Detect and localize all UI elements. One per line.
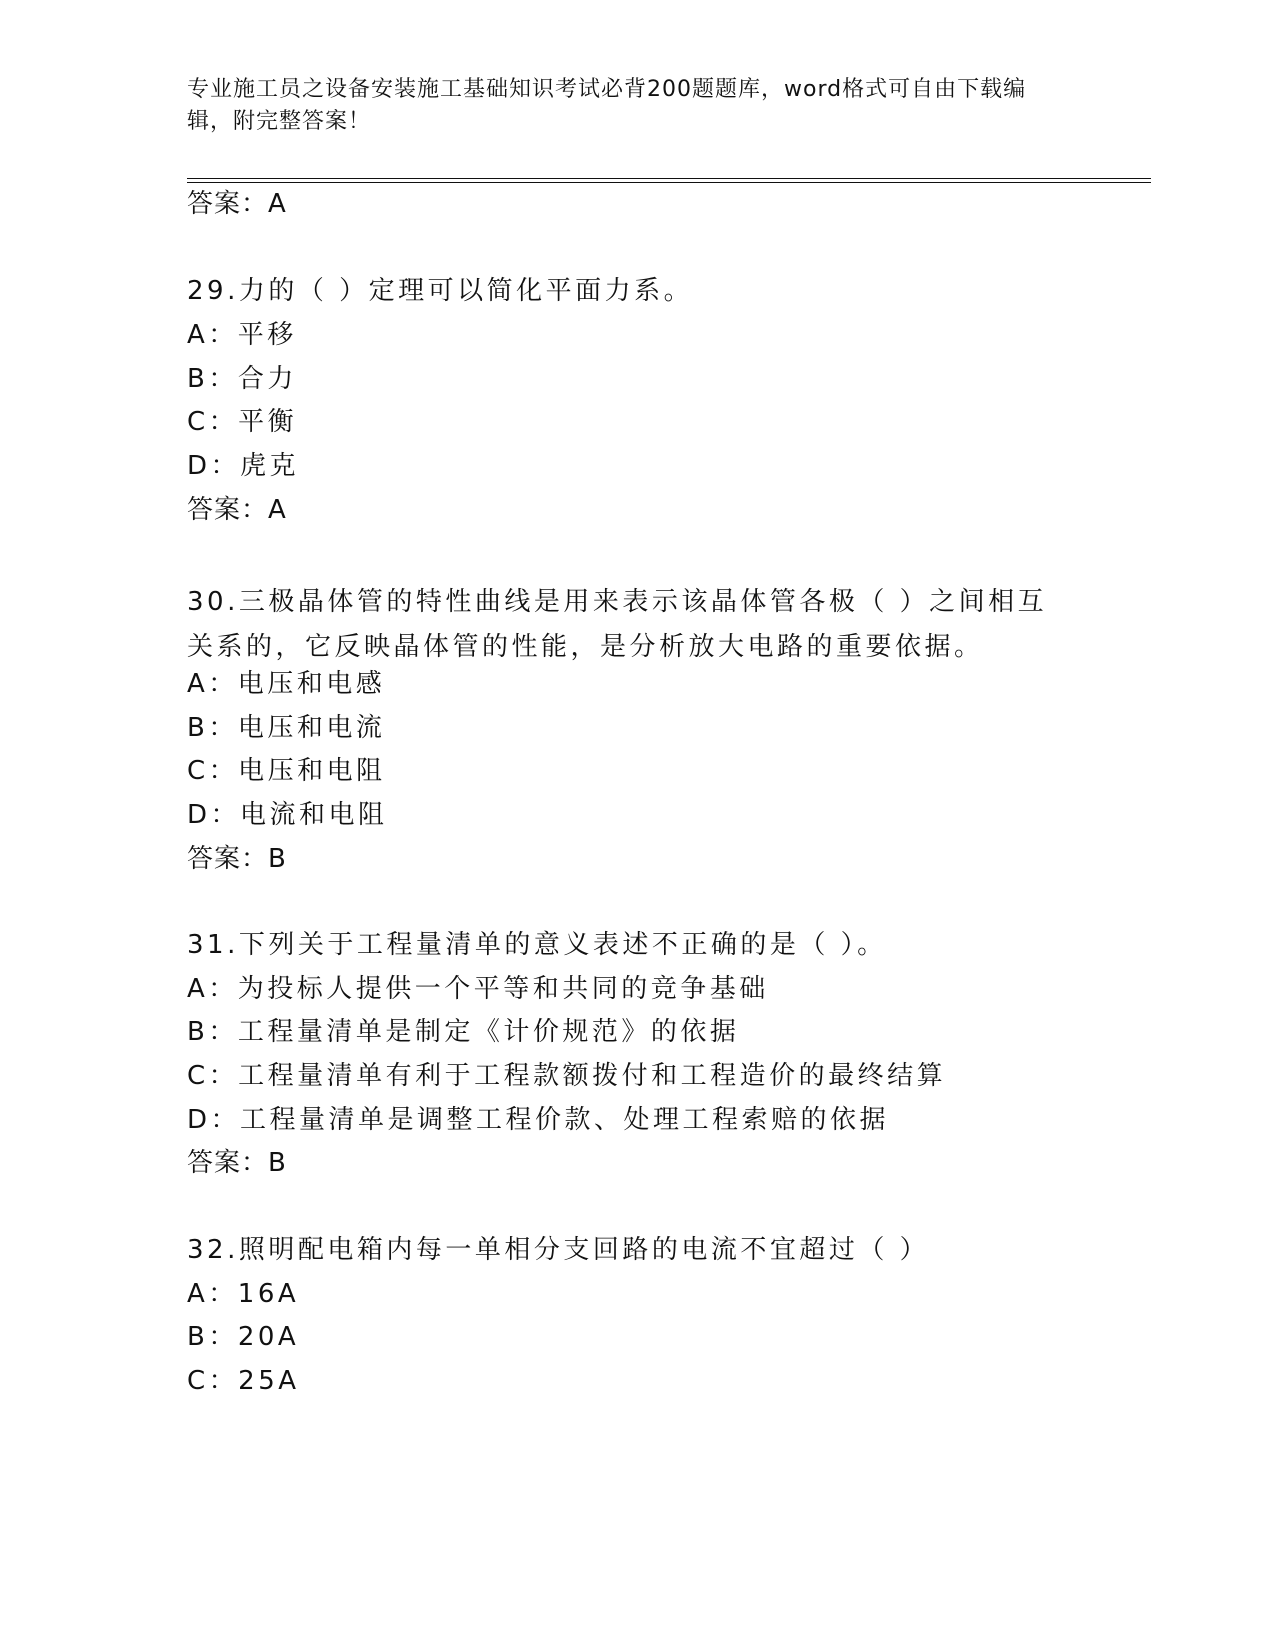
header-divider — [187, 178, 1151, 183]
question-31-option-a: A：为投标人提供一个平等和共同的竞争基础 — [187, 974, 769, 1004]
question-32-option-a: A：16A — [187, 1279, 300, 1309]
question-31-answer: 答案：B — [187, 1148, 287, 1178]
question-30-option-d: D：电流和电阻 — [187, 800, 388, 830]
question-29-option-b: B：合力 — [187, 364, 297, 394]
question-29-answer: 答案：A — [187, 495, 287, 525]
question-30-answer: 答案：B — [187, 844, 287, 874]
question-32-option-b: B：20A — [187, 1322, 300, 1352]
question-30-option-a: A：电压和电感 — [187, 669, 386, 699]
answer-previous: 答案：A — [187, 189, 287, 219]
question-29-option-d: D：虎克 — [187, 451, 300, 481]
question-31-option-d: D：工程量清单是调整工程价款、处理工程索赔的依据 — [187, 1105, 890, 1135]
question-29-option-c: C：平衡 — [187, 407, 298, 437]
question-31-option-c: C：工程量清单有利于工程款额拨付和工程造价的最终结算 — [187, 1061, 947, 1091]
question-29-stem: 29.力的（ ）定理可以简化平面力系。 — [187, 276, 694, 306]
document-header: 专业施工员之设备安装施工基础知识考试必背200题题库，word格式可自由下载编辑，附完整答案！ — [187, 77, 1027, 134]
question-30-option-c: C：电压和电阻 — [187, 756, 386, 786]
question-29-option-a: A：平移 — [187, 320, 297, 350]
question-30-option-b: B：电压和电流 — [187, 713, 386, 743]
question-31-option-b: B：工程量清单是制定《计价规范》的依据 — [187, 1017, 740, 1047]
question-30-stem: 30.三极晶体管的特性曲线是用来表示该晶体管各极（ ）之间相互关系的，它反映晶体管的性能，是分析放大电路的重要依据。 — [187, 587, 1048, 662]
question-31-stem: 31.下列关于工程量清单的意义表述不正确的是（ ）。 — [187, 930, 887, 960]
question-32-stem: 32.照明配电箱内每一单相分支回路的电流不宜超过（ ） — [187, 1235, 930, 1265]
question-32-option-c: C：25A — [187, 1366, 300, 1396]
